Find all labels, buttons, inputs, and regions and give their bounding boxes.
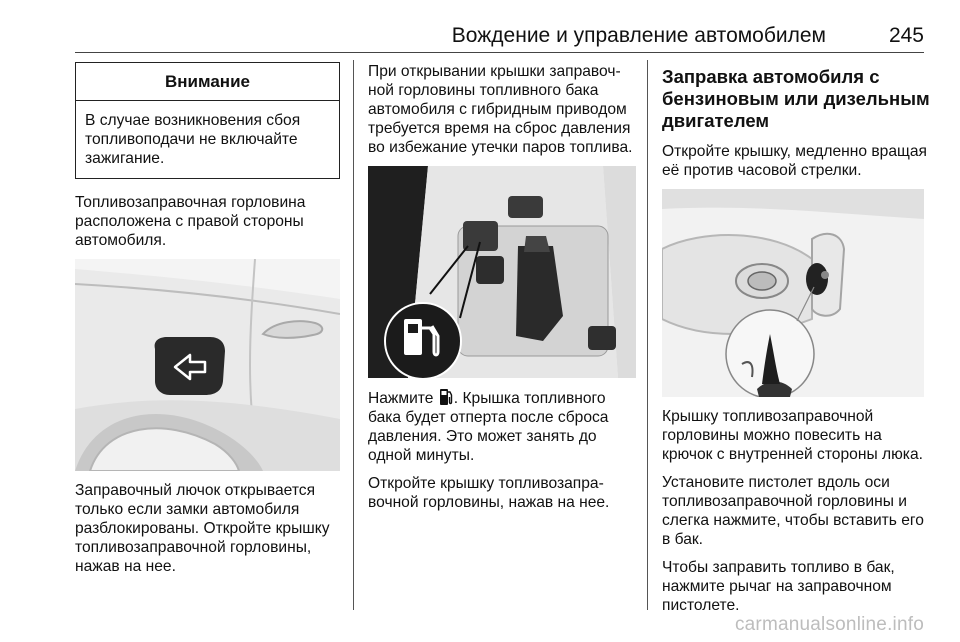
- paragraph: Крышку топливозаправочной горловины можно повесить на крючок с внутренней стороны люка.: [662, 408, 923, 463]
- column-right: [662, 62, 932, 624]
- running-title: Вождение и управление автомобилем: [451, 24, 826, 47]
- warning-text: В случае возникновения сбоя топливоподачи не включайте зажигание.: [85, 112, 301, 167]
- fuel-pump-icon: [439, 388, 453, 406]
- paragraph: Нажмите . Крышка топливного бака будет отперта после сброса давления. Это может занять до одной минуты.: [368, 390, 609, 464]
- column-divider: [647, 60, 648, 610]
- fuel-door-illustration: [75, 259, 340, 471]
- page-header: [75, 0, 924, 53]
- watermark: carmanualsonline.info: [734, 614, 924, 635]
- paragraph: При открывании крышки заправочной горловины топливного бака автомобиля с гибридным приводом требуется время на сброс давления во избежание утечки паров топлива.: [368, 63, 633, 156]
- paragraph: Чтобы заправить топливо в бак, нажмите рычаг на заправочном пистолете.: [662, 559, 895, 614]
- column-left: [75, 62, 340, 585]
- column-divider: [353, 60, 354, 610]
- fuel-cap-illustration: [662, 189, 924, 397]
- section-heading: Заправка автомобиля с бензиновым или дизельным двигателем: [662, 66, 930, 131]
- paragraph: Откройте крышку топливозаправочной горловины, нажав на нее.: [368, 475, 610, 511]
- paragraph: Топливозаправочная горловина расположена с правой стороны автомобиля.: [75, 194, 306, 249]
- paragraph: Откройте крышку, медленно вращая её против часовой стрелки.: [662, 143, 927, 179]
- paragraph: Установите пистолет вдоль оси топливозаправочной горловины и слегка нажмите, чтобы вставить его в бак.: [662, 474, 924, 548]
- paragraph: Заправочный лючок открывается только если замки автомобиля разблокированы. Откройте крышку топливозаправочной горловины, нажав на нее.: [75, 482, 330, 575]
- page-number: 245: [888, 24, 924, 47]
- center-console-illustration: [368, 166, 636, 378]
- warning-box: [75, 62, 340, 179]
- column-middle: [368, 62, 636, 521]
- warning-title: Внимание: [76, 63, 339, 101]
